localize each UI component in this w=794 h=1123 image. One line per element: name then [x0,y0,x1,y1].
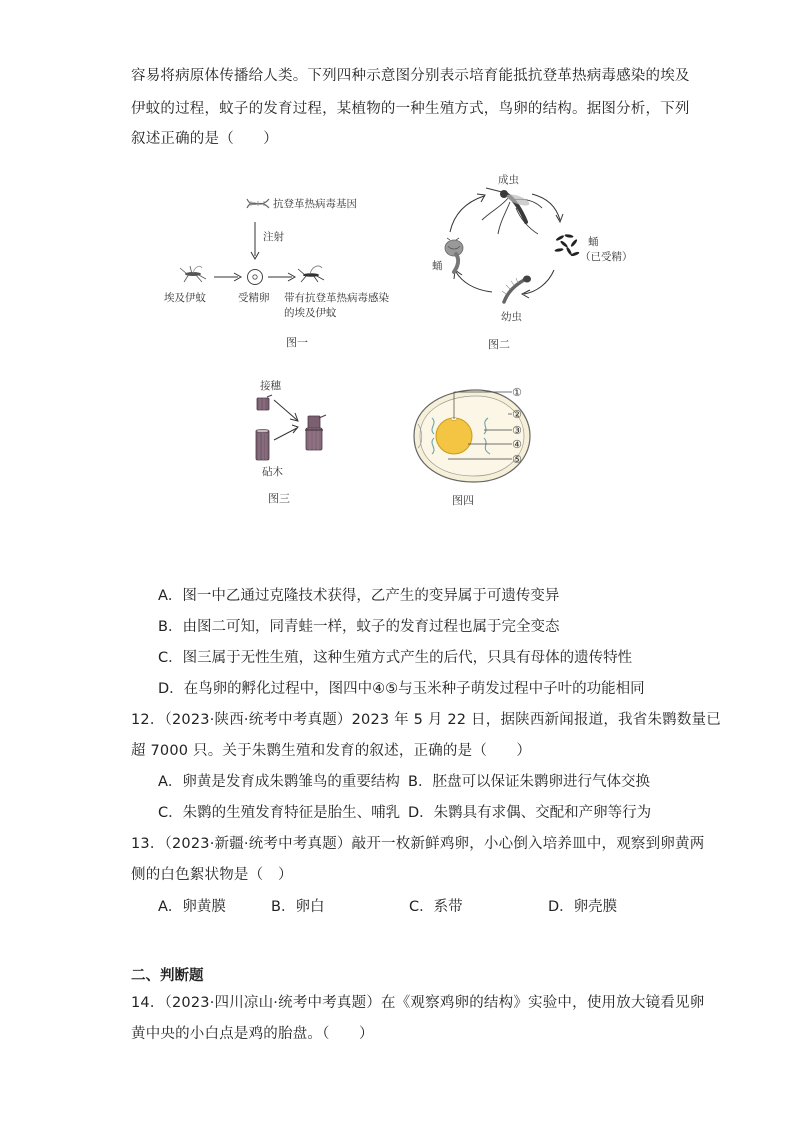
rootstock-icon [253,428,273,462]
question-14-text: 黄中央的小白点是鸡的胎盘。（ ） [131,1026,374,1042]
figure-caption: 图一 [286,336,308,349]
option-d: D．在鸟卵的孵化过程中，图四中④⑤与玉米种子萌发过程中子叶的功能相同 [158,681,645,697]
mosquito-icon [178,264,208,284]
result-label: 带有抗登革热病毒感染 [284,292,389,304]
question-13-text: 13．（2023·新疆·统考中考真题）敲开一枚新鲜鸡卵，小心倒入培养皿中，观察到卵黄两 [131,836,705,852]
down-arrow-icon [250,222,260,260]
option-d: D．卵壳膜 [548,899,618,915]
marker-2: ② [512,408,522,421]
figure-caption: 图三 [268,492,290,505]
question-text-line: 容易将病原体传播给人类。下列四种示意图分别表示培育能抵抗登革热病毒感染的埃及 [131,68,690,84]
marker-4: ④ [512,438,522,451]
adult-mosquito-icon [476,186,546,238]
section-heading: 二、判断题 [131,968,204,984]
question-text-line: 叙述正确的是（ ） [131,131,278,147]
pupa-icon [442,238,470,274]
option-c: C．图三属于无性生殖，这种生殖方式产生的后代，只具有母体的遗传特性 [158,650,633,666]
right-arrow-icon [214,272,242,282]
right-arrow-icon [268,272,296,282]
marker-1: ① [512,386,522,399]
result-label: 的埃及伊蚊 [284,307,337,319]
option-a: A．图一中乙通过克隆技术获得，乙产生的变异属于可遗传变异 [158,588,560,604]
figure-caption: 图四 [452,494,474,507]
option-b: B．卵白 [271,899,325,915]
option-c: C．系带 [409,899,463,915]
egg-stage-note: （已受精） [580,251,633,263]
option-b: B．由图二可知，同青蛙一样，蚊子的发育过程也属于完全变态 [158,619,560,635]
figure-caption: 图二 [488,338,510,351]
larva-icon [500,274,536,304]
dna-icon [246,196,270,212]
graft-arrows [272,398,302,444]
gene-label: 抗登革热病毒基因 [273,198,357,210]
question-13-text: 侧的白色絮状物是（ ） [131,867,293,883]
stock-label: 砧木 [262,466,283,478]
question-text-line: 伊蚊的过程，蚊子的发育过程，某植物的一种生殖方式，鸟卵的结构。据图分析，下列 [131,101,690,117]
question-14-text: 14．（2023·四川凉山·统考中考真题）在《观察鸡卵的结构》实验中，使用放大镜看见卵 [131,995,705,1011]
egg-label: 受精卵 [238,292,270,304]
question-12-text: 12．（2023·陕西·统考中考真题）2023 年 5 月 22 日，据陕西新闻报道，我省朱鹮数量已 [131,712,721,728]
option-d: D．朱鹮具有求偶、交配和产卵等行为 [408,805,652,821]
marker-3: ③ [512,424,522,437]
larva-label: 幼虫 [501,311,522,323]
mosquito-label: 埃及伊蚊 [164,292,206,304]
adult-label: 成虫 [498,174,519,186]
egg-stage-label: 蛹 [588,236,599,248]
option-b: B．胚盘可以保证朱鹮卵进行气体交换 [408,774,650,790]
bird-egg-diagram [408,386,538,488]
marker-5: ⑤ [512,453,522,466]
option-a: A．卵黄是发育成朱鹮雏鸟的重要结构 [158,774,400,790]
egg-cluster-icon [554,232,580,258]
option-c: C．朱鹮的生殖发育特征是胎生、哺乳 [158,805,401,821]
pupa-label: 蛹 [432,260,443,272]
grafted-plant-icon [302,414,328,452]
inject-label: 注射 [263,231,284,243]
scion-label: 接穗 [260,380,281,392]
egg-cell-icon [246,268,264,286]
mosquito-icon [296,264,326,284]
scion-icon [255,395,273,413]
option-a: A．卵黄膜 [158,899,226,915]
question-12-text: 超 7000 只。关于朱鹮生殖和发育的叙述，正确的是（ ） [131,743,532,759]
